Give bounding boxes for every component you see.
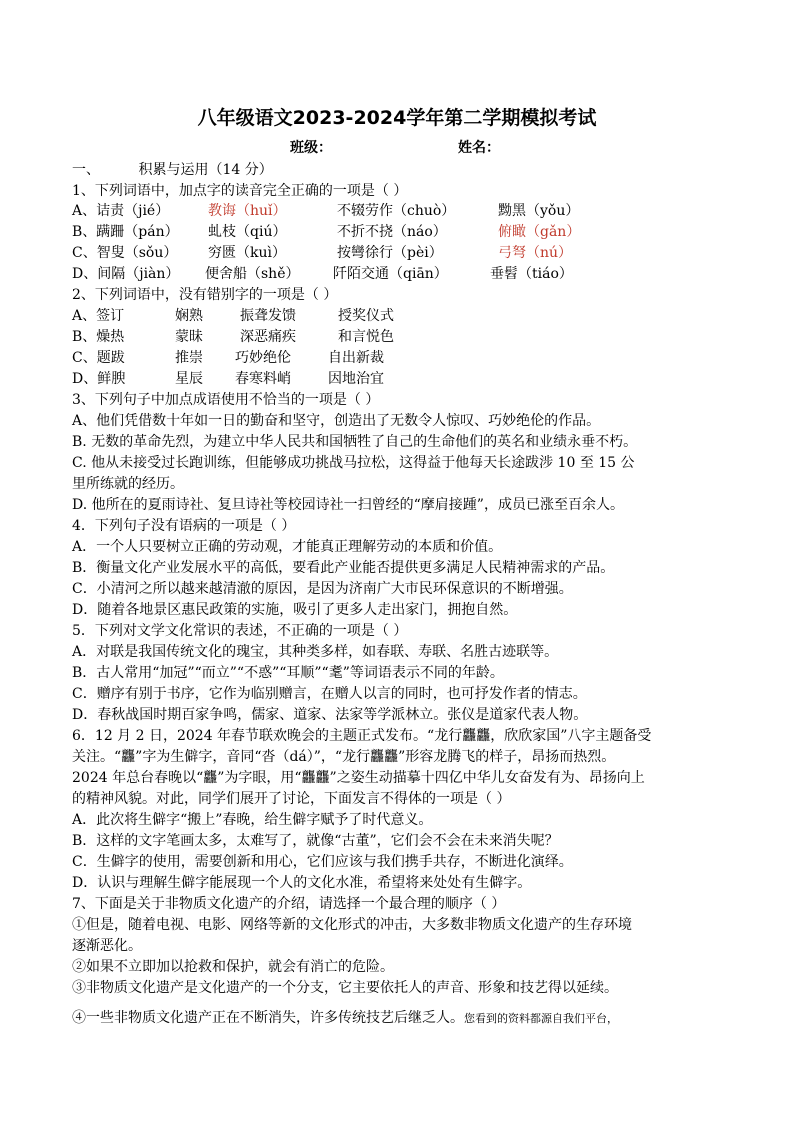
question-1-stem: 1、下列词语中，加点字的读音完全正确的一项是（ ） bbox=[72, 183, 408, 199]
q6-option-c: C．生僻字的使用，需要创新和用心，它们应该与我们携手共存，不断进化演绎。 bbox=[72, 854, 573, 870]
q2-option-b-1: B、燥热 bbox=[72, 329, 125, 345]
q4-option-d: D．随着各地景区惠民政策的实施，吸引了更多人走出家门，拥抱自然。 bbox=[72, 602, 518, 618]
question-6-stem-2: 关注。“龘”字为生僻字，音同“沓（dá）”，“龙行龘龘”形容龙腾飞的样子，昂扬而热烈。 bbox=[72, 749, 616, 765]
q5-option-b: B．古人常用“加冠”“而立”“不惑”“耳顺”“耄”等词语表示不同的年龄。 bbox=[72, 665, 504, 681]
question-3-stem: 3、下列句子中加点成语使用不恰当的一项是（ ） bbox=[72, 392, 380, 408]
q6-option-a: A．此次将生僻字“搬上”春晚，给生僻字赋予了时代意义。 bbox=[72, 812, 433, 828]
question-6-stem-4: 的精神风貌。对此，同学们展开了讨论，下面发言不得体的一项是（ ） bbox=[72, 791, 511, 807]
q7-sentence-1: ①但是，随着电视、电影、网络等新的文化形式的冲击，大多数非物质文化遗产的生存环境 bbox=[72, 917, 632, 933]
q1-option-b-1: B、蹒跚（pán） bbox=[72, 224, 179, 240]
q2-option-a-3: 振聋发馈 bbox=[240, 308, 296, 324]
q2-option-d-1: D、鲜腴 bbox=[72, 371, 126, 387]
section-heading bbox=[72, 160, 273, 180]
q4-option-a: A．一个人只要树立正确的劳动观，才能真正理解劳动的本质和价值。 bbox=[72, 539, 503, 555]
question-5-stem: 5．下列对文学文化常识的表述，不正确的一项是（ ） bbox=[72, 623, 408, 639]
q2-option-b-3: 深恶痛疾 bbox=[240, 329, 296, 345]
q2-option-c-2: 推崇 bbox=[175, 350, 203, 366]
q2-option-d-2: 星辰 bbox=[175, 371, 203, 387]
q1-option-c-2: 穷匮（kuì） bbox=[208, 245, 286, 261]
section-number: 一、 bbox=[72, 162, 100, 178]
q2-option-a-2: 娴熟 bbox=[175, 308, 203, 324]
q3-option-a: A、他们凭借数十年如一日的勤奋和坚守，创造出了无数令人惊叹、巧妙绝伦的作品。 bbox=[72, 413, 601, 429]
q5-option-d: D．春秋战国时期百家争鸣，儒家、道家、法家等学派林立。张仪是道家代表人物。 bbox=[72, 707, 588, 723]
q2-option-c-3: 巧妙绝伦 bbox=[235, 350, 291, 366]
q2-option-a-1: A、签订 bbox=[72, 308, 125, 324]
q1-option-d-4: 垂髫（tiáo） bbox=[490, 266, 573, 282]
q7-sentence-3: ③非物质文化遗产是文化遗产的一个分支，它主要依托人的声音、形象和技艺得以延续。 bbox=[72, 980, 618, 996]
question-4-stem: 4．下列句子没有语病的一项是（ ） bbox=[72, 518, 296, 534]
q1-option-a-3: 不辍劳作（chuò） bbox=[337, 203, 456, 219]
q5-option-c: C．赠序有别于书序，它作为临别赠言，在赠人以言的同时，也可抒发作者的情志。 bbox=[72, 686, 587, 702]
q2-option-b-4: 和言悦色 bbox=[338, 329, 394, 345]
q7-source-note: 您看到的资料都源自我们平台， bbox=[464, 1012, 618, 1025]
q2-option-b-2: 蒙昧 bbox=[175, 329, 203, 345]
q6-option-d: D．认识与理解生僻字能展现一个人的文化水准，希望将来处处有生僻字。 bbox=[72, 875, 532, 891]
q6-option-b: B．这样的文字笔画太多，太难写了，就像“古董”，它们会不会在未来消失呢？ bbox=[72, 833, 559, 849]
question-7-stem: 7、下面是关于非物质文化遗产的介绍，请选择一个最合理的顺序（ ） bbox=[72, 896, 506, 912]
q3-option-c: C. 他从未接受过长跑训练，但能够成功挑战马拉松，这得益于他每天长途跋涉 10 至 15 公 bbox=[72, 455, 635, 471]
class-label: 班级： bbox=[290, 140, 332, 156]
q1-option-d-1: D、间隔（jiàn） bbox=[72, 266, 180, 282]
q3-option-b: B. 无数的革命先烈，为建立中华人民共和国牺牲了自己的生命他们的英名和业绩永垂不朽。 bbox=[72, 434, 638, 450]
name-label: 姓名： bbox=[458, 140, 500, 156]
q3-option-d: D. 他所在的夏雨诗社、复旦诗社等校园诗社一扫曾经的“摩肩接踵”，成员已涨至百余人。 bbox=[72, 497, 624, 513]
q1-option-b-2: 虬枝（qiú） bbox=[208, 224, 287, 240]
question-6-stem-1: 6．12 月 2 日，2024 年春节联欢晚会的主题正式发布。“龙行龘龘，欣欣家国”八字主题备受 bbox=[72, 728, 652, 744]
q1-option-a-1: A、诘责（jié） bbox=[72, 203, 170, 219]
q1-option-a-4: 黝黑（yǒu） bbox=[498, 203, 580, 219]
q2-option-d-3: 春寒料峭 bbox=[235, 371, 291, 387]
q2-option-d-4: 因地治宜 bbox=[328, 371, 384, 387]
q1-option-c-4: 弓弩（nú） bbox=[498, 245, 573, 261]
q4-option-b: B．衡量文化产业发展水平的高低，要看此产业能否提供更多满足人民精神需求的产品。 bbox=[72, 560, 615, 576]
page-title: 八年级语文2023-2024学年第二学期模拟考试 bbox=[197, 107, 597, 129]
q2-option-c-1: C、题跋 bbox=[72, 350, 125, 366]
section-title: 积累与运用（14 分） bbox=[138, 162, 273, 178]
question-2-stem: 2、下列词语中，没有错别字的一项是（ ） bbox=[72, 287, 338, 303]
q3-option-c-cont: 里所练就的经历。 bbox=[72, 476, 184, 492]
q1-option-d-2: 便舍船（shě） bbox=[205, 266, 300, 282]
q1-option-a-2: 教诲（huǐ） bbox=[208, 203, 287, 219]
q1-option-b-4: 俯瞰（gǎn） bbox=[498, 224, 581, 240]
q1-option-c-1: C、智叟（sǒu） bbox=[72, 245, 178, 261]
q2-option-a-4: 授奖仪式 bbox=[338, 308, 394, 324]
q7-sentence-2: ②如果不立即加以抢救和保护，就会有消亡的危险。 bbox=[72, 959, 394, 975]
q4-option-c: C．小清河之所以越来越清澈的原因，是因为济南广大市民环保意识的不断增强。 bbox=[72, 581, 573, 597]
q1-option-b-3: 不折不挠（náo） bbox=[337, 224, 447, 240]
q1-option-d-3: 阡陌交通（qiān） bbox=[333, 266, 448, 282]
q7-sentence-4-text: ④一些非物质文化遗产正在不断消失，许多传统技艺后继乏人。 bbox=[72, 1010, 464, 1026]
q7-sentence-1-cont: 逐渐恶化。 bbox=[72, 938, 142, 954]
q1-option-c-3: 按彎徐行（pèi） bbox=[337, 245, 443, 261]
q5-option-a: A．对联是我国传统文化的瑰宝，其种类多样，如春联、寿联、名胜古迹联等。 bbox=[72, 644, 559, 660]
question-6-stem-3: 2024 年总台春晚以“龘”为字眼，用“龘龘”之姿生动描摹十四亿中华儿女奋发有为、昂扬向上 bbox=[72, 770, 645, 786]
q2-option-c-4: 自出新裁 bbox=[328, 350, 384, 366]
q7-sentence-4 bbox=[72, 1008, 618, 1029]
